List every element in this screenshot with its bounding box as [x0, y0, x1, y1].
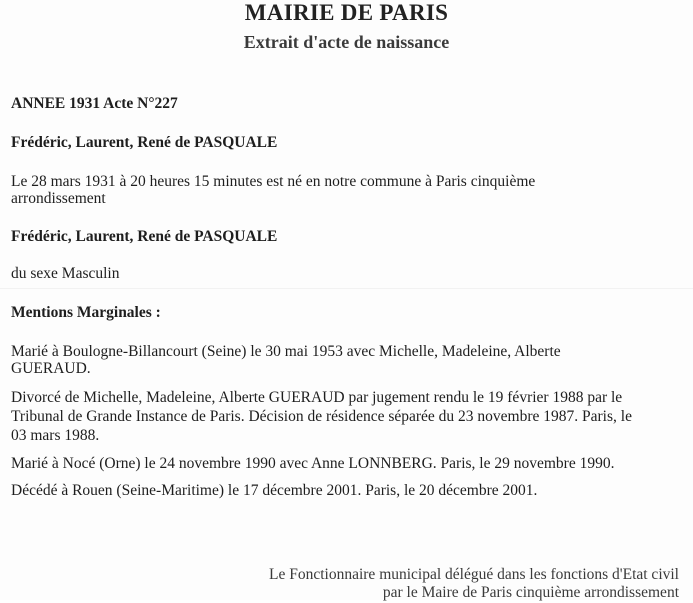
marriage-2-statement: Marié à Nocé (Orne) le 24 novembre 1990 avec Anne LONNBERG. Paris, le 29 novembre 1990. — [11, 455, 615, 472]
divorce-line-2: Tribunal de Grande Instance de Paris. Décision de résidence séparée du 23 novembre 1987. Paris, le — [11, 408, 632, 425]
divorce-line-1: Divorcé de Michelle, Madeleine, Alberte GUERAUD par jugement rendu le 19 février 1988 par le — [11, 389, 623, 406]
death-statement: Décédé à Rouen (Seine-Maritime) le 17 décembre 2001. Paris, le 20 décembre 2001. — [11, 482, 538, 499]
marriage-1-line-1: Marié à Boulogne-Billancourt (Seine) le 30 mai 1953 avec Michelle, Madeleine, Alberte — [11, 343, 561, 360]
birth-statement-line-2: arrondissement — [11, 190, 106, 207]
person-name-second: Frédéric, Laurent, René de PASQUALE — [11, 228, 278, 245]
marriage-1-line-2: GUERAUD. — [11, 360, 91, 377]
act-reference: ANNEE 1931 Acte N°227 — [11, 95, 178, 112]
birth-statement-line-1: Le 28 mars 1931 à 20 heures 15 minutes est né en notre commune à Paris cinquième — [11, 173, 536, 190]
sex-statement: du sexe Masculin — [11, 265, 120, 282]
scan-artifact — [0, 288, 693, 289]
signature-line-2: par le Maire de Paris cinquième arrondissement — [382, 584, 679, 601]
person-name-first: Frédéric, Laurent, René de PASQUALE — [11, 134, 278, 151]
divorce-line-3: 03 mars 1988. — [11, 427, 100, 444]
signature-line-1: Le Fonctionnaire municipal délégué dans les fonctions d'Etat civil — [269, 566, 679, 583]
document-subtitle: Extrait d'acte de naissance — [243, 32, 450, 52]
document-title: MAIRIE DE PARIS — [244, 0, 449, 25]
mentions-heading: Mentions Marginales : — [11, 304, 161, 321]
